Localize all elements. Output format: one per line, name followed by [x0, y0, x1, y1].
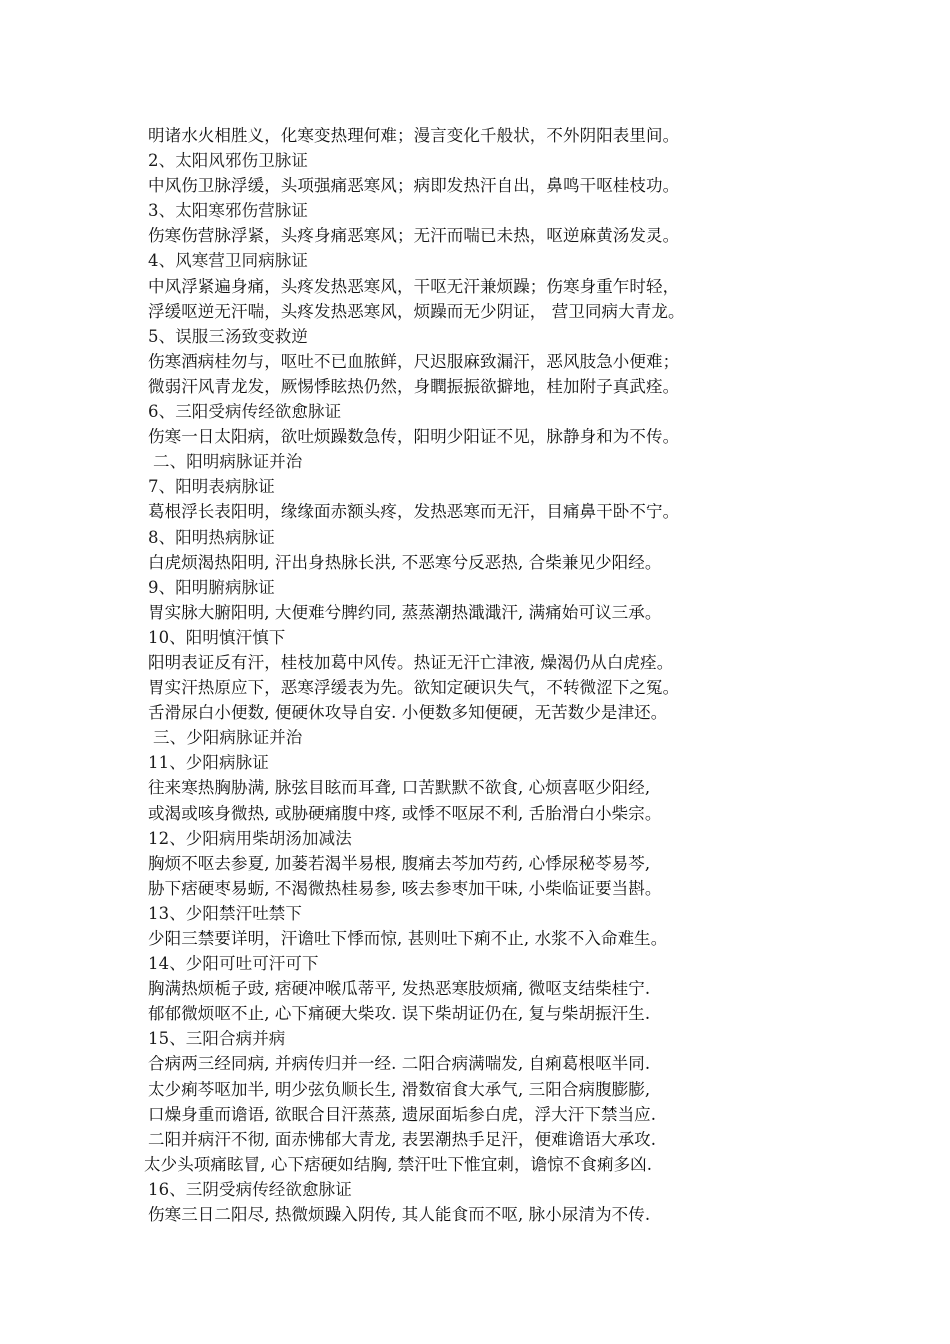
- verse-line: 合病两三经同病, 并病传归并一经. 二阳合病满喘发, 自痢葛根呕半同.: [148, 1054, 651, 1074]
- verse-line: 舌滑尿白小便数, 便硬休攻导自安. 小便数多知便硬，无苦数少是津还。: [148, 703, 668, 723]
- verse-line: 中风伤卫脉浮缓，头项强痛恶寒风；病即发热汗自出，鼻鸣干呕桂枝功。: [148, 176, 680, 196]
- verse-line: 太少痢芩呕加半, 明少弦负顺长生, 滑数宿食大承气, 三阳合病腹膨膨,: [148, 1079, 651, 1099]
- section-heading: 15、三阳合病并病: [148, 1029, 286, 1049]
- chapter-heading: 三、少阳病脉证并治: [153, 728, 303, 748]
- section-heading: 9、阳明腑病脉证: [148, 577, 275, 597]
- verse-line: 或渴或咳身微热, 或胁硬痛腹中疼, 或悸不呕尿不利, 舌胎滑白小柴宗。: [148, 803, 662, 823]
- verse-line: 伤寒一日太阳病，欲吐烦躁数急传，阳明少阳证不见，脉静身和为不传。: [148, 427, 680, 447]
- section-heading: 10、阳明慎汗慎下: [148, 627, 286, 647]
- section-heading: 8、阳明热病脉证: [148, 527, 275, 547]
- document-body: [144, 123, 848, 1227]
- verse-line: 明诸水火相胜义，化寒变热理何难；漫言变化千般状，不外阴阳表里间。: [148, 126, 680, 145]
- chapter-heading: 二、阳明病脉证并治: [153, 452, 303, 472]
- section-heading: 3、太阳寒邪伤营脉证: [148, 201, 308, 221]
- verse-line: 胁下痞硬枣易蛎, 不渴微热桂易参, 咳去参枣加干味, 小柴临证要当斟。: [148, 878, 662, 898]
- verse-line: 葛根浮长表阳明，缘缘面赤额头疼，发热恶寒而无汗，目痛鼻干卧不宁。: [148, 502, 680, 522]
- verse-line: 伤寒伤营脉浮紧，头疼身痛恶寒风；无汗而喘已未热，呕逆麻黄汤发灵。: [148, 226, 680, 246]
- section-heading: 16、三阴受病传经欲愈脉证: [148, 1179, 352, 1199]
- section-heading: 14、少阳可吐可汗可下: [148, 954, 319, 974]
- verse-line: 胃实汗热原应下，恶寒浮缓表为先。欲知定硬识失气，不转微涩下之冤。: [148, 678, 680, 698]
- verse-line: 伤寒三日二阳尽, 热微烦躁入阴传, 其人能食而不呕, 脉小尿清为不传.: [148, 1205, 651, 1225]
- section-heading: 11、少阳病脉证: [148, 753, 269, 773]
- verse-line: 伤寒酒病桂勿与，呕吐不已血脓鲜，尺迟服麻致漏汗，恶风肢急小便难；: [148, 351, 680, 371]
- section-heading: 6、三阳受病传经欲愈脉证: [148, 402, 342, 422]
- verse-line: 二阳并病汗不彻, 面赤怫郁大青龙, 表罢潮热手足汗，便难谵语大承攻.: [148, 1129, 657, 1149]
- section-heading: 13、少阳禁汗吐禁下: [148, 903, 302, 923]
- verse-line: 浮缓呕逆无汗喘，头疼发热恶寒风，烦躁而无少阴证， 营卫同病大青龙。: [148, 301, 685, 321]
- section-heading: 7、阳明表病脉证: [148, 477, 275, 497]
- verse-line: 少阳三禁要详明，汗谵吐下悸而惊, 甚则吐下痢不止, 水浆不入命难生。: [148, 929, 668, 948]
- verse-line: 中风浮紧遍身痛，头疼发热恶寒风，干呕无汗兼烦躁；伤寒身重乍时轻，: [148, 276, 680, 296]
- verse-line: 胸满热烦栀子豉, 痞硬冲喉瓜蒂平, 发热恶寒肢烦痛, 微呕支结柴桂宁.: [148, 979, 651, 999]
- verse-line: 胸烦不呕去参夏, 加蒌若渴半易根, 腹痛去芩加芍药, 心悸尿秘苓易芩,: [148, 853, 651, 873]
- verse-line: 口燥身重而谵语, 欲眠合目汗蒸蒸, 遗尿面垢参白虎，浮大汗下禁当应.: [148, 1104, 657, 1124]
- section-heading: 4、风寒营卫同病脉证: [148, 251, 308, 271]
- verse-line: 胃实脉大腑阳明, 大便难兮脾约同, 蒸蒸潮热濈濈汗, 满痛始可议三承。: [148, 602, 662, 622]
- section-heading: 2、太阳风邪伤卫脉证: [148, 151, 308, 171]
- verse-line: 白虎烦渴热阳明, 汗出身热脉长洪, 不恶寒兮反恶热, 合柴兼见少阳经。: [148, 552, 662, 572]
- verse-line: 微弱汗风青龙发，厥惕悸眩热仍然，身瞤振振欲擗地，桂加附子真武痊。: [148, 376, 680, 396]
- verse-line: 郁郁微烦呕不止, 心下痛硬大柴攻. 误下柴胡证仍在, 复与柴胡振汗生.: [148, 1004, 651, 1024]
- verse-line: 太少头项痛眩冒, 心下痞硬如结胸, 禁汗吐下惟宜刺，谵惊不食痢多凶.: [144, 1154, 653, 1174]
- section-heading: 5、误服三汤致变救逆: [148, 326, 308, 346]
- verse-line: 往来寒热胸胁满, 脉弦目眩而耳聋, 口苦默默不欲食, 心烦喜呕少阳经,: [148, 778, 651, 798]
- section-heading: 12、少阳病用柴胡汤加减法: [148, 828, 352, 848]
- verse-line: 阳明表证反有汗，桂枝加葛中风传。热证无汗亡津液, 燥渴仍从白虎痊。: [148, 652, 674, 672]
